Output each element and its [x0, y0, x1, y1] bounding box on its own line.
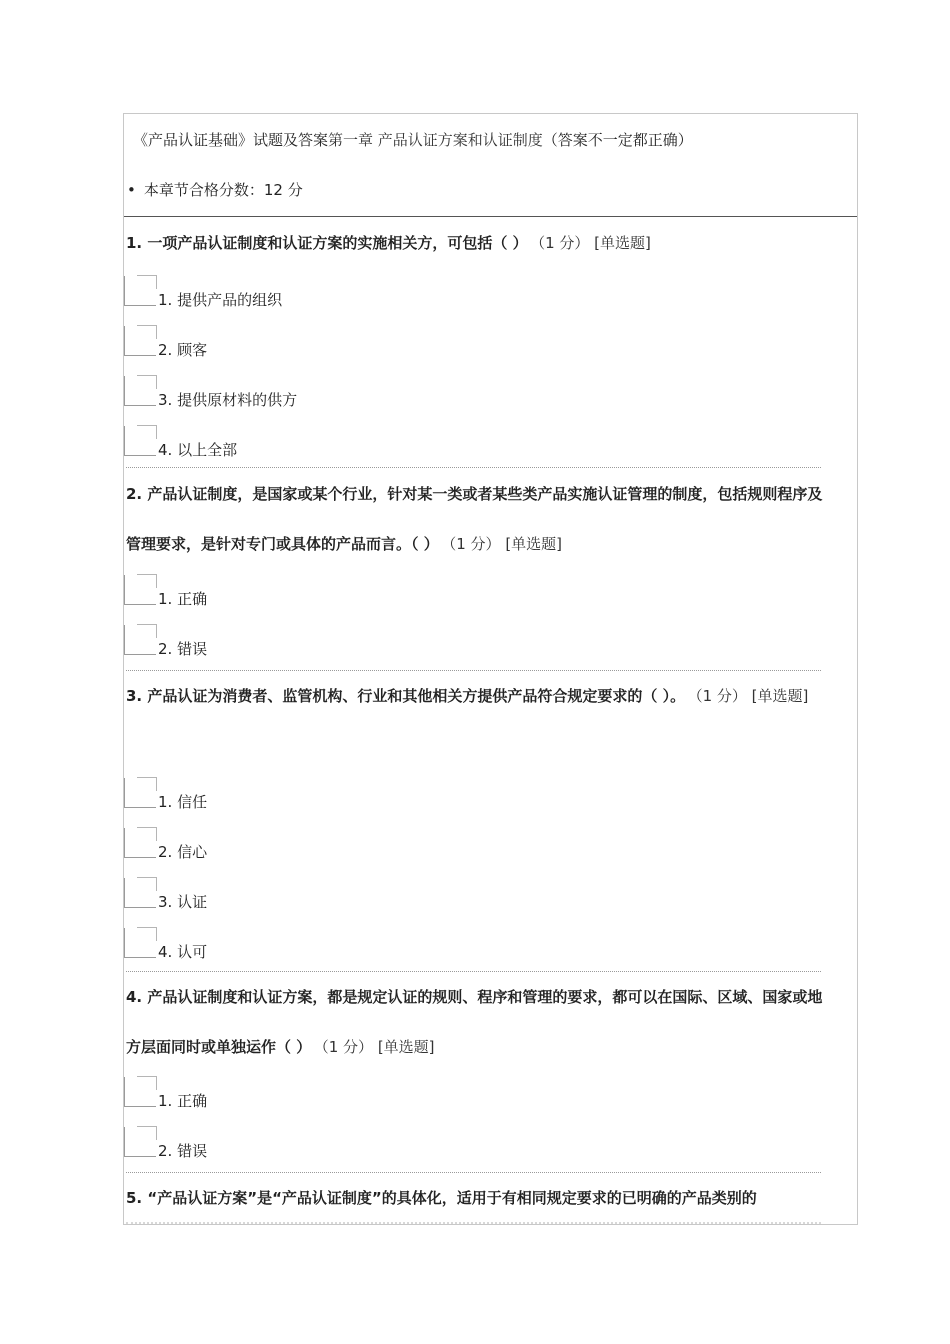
- question-meta: （1 分） [单选题]: [321, 1038, 435, 1056]
- page-title: [133, 130, 693, 150]
- question-stem: [126, 972, 826, 1072]
- question-meta: （1 分） [单选题]: [448, 535, 563, 553]
- question-meta: （1 分） [单选题]: [537, 234, 651, 252]
- question-stem: [126, 1173, 826, 1223]
- option-label: 1. 提供产品的组织: [158, 291, 283, 309]
- option-label: 2. 错误: [158, 1142, 208, 1160]
- question-text: 5. “产品认证方案”是“产品认证制度”的具体化，适用于有相同规定要求的已明确的产品类别的: [126, 1189, 757, 1207]
- question-stem: [126, 469, 826, 569]
- question-text: 3. 产品认证为消费者、监管机构、行业和其他相关方提供产品符合规定要求的（ ）。: [126, 687, 686, 705]
- answer-option[interactable]: [124, 878, 524, 914]
- header-divider: [124, 216, 857, 217]
- pass-score-text: 本章节合格分数：12 分: [143, 181, 303, 199]
- option-label: 1. 正确: [158, 590, 208, 608]
- answer-option[interactable]: [124, 575, 524, 611]
- option-label: 2. 顾客: [158, 341, 208, 359]
- question-text: 4. 产品认证制度和认证方案，都是规定认证的规则、程序和管理的要求，都可以在国际、区域、国家或地方层面同时或单独运作（ ）: [126, 988, 823, 1056]
- exam-document: [123, 113, 858, 1225]
- checkbox[interactable]: [124, 376, 156, 406]
- answer-option[interactable]: [124, 326, 524, 362]
- answer-option[interactable]: [124, 276, 524, 312]
- checkbox[interactable]: [124, 625, 156, 655]
- title-chapter: 第一章 产品认证方案和认证制度: [328, 131, 543, 149]
- question-meta: （1 分） [单选题]: [695, 687, 809, 705]
- bullet-icon: •: [127, 181, 136, 199]
- checkbox[interactable]: [124, 928, 156, 958]
- checkbox[interactable]: [124, 1077, 156, 1107]
- answer-option[interactable]: [124, 376, 524, 412]
- option-label: 1. 正确: [158, 1092, 208, 1110]
- checkbox[interactable]: [124, 276, 156, 306]
- answer-option[interactable]: [124, 1127, 524, 1163]
- question-text: 2. 产品认证制度，是国家或某个行业，针对某一类或者某些类产品实施认证管理的制度，包括规则程序及管理要求，是针对专门或具体的产品而言。（ ）: [126, 485, 823, 553]
- answer-option[interactable]: [124, 778, 524, 814]
- option-label: 3. 认证: [158, 893, 208, 911]
- option-label: 2. 错误: [158, 640, 208, 658]
- question-text: 1. 一项产品认证制度和认证方案的实施相关方，可包括（ ）: [126, 234, 528, 252]
- answer-option[interactable]: [124, 625, 524, 661]
- checkbox[interactable]: [124, 828, 156, 858]
- checkbox[interactable]: [124, 778, 156, 808]
- answer-option[interactable]: [124, 928, 524, 964]
- checkbox[interactable]: [124, 878, 156, 908]
- option-label: 4. 以上全部: [158, 441, 238, 459]
- option-label: 3. 提供原材料的供方: [158, 391, 298, 409]
- answer-option[interactable]: [124, 1077, 524, 1113]
- pass-score: [127, 180, 303, 200]
- question-stem: [126, 218, 826, 268]
- question-divider: [126, 467, 821, 468]
- answer-option[interactable]: [124, 828, 524, 864]
- option-label: 2. 信心: [158, 843, 208, 861]
- checkbox[interactable]: [124, 575, 156, 605]
- checkbox[interactable]: [124, 326, 156, 356]
- checkbox[interactable]: [124, 1127, 156, 1157]
- page-bottom-edge: [126, 1222, 821, 1225]
- question-stem: [126, 671, 826, 721]
- title-note: （答案不一定都正确）: [542, 131, 693, 149]
- checkbox[interactable]: [124, 426, 156, 456]
- option-label: 4. 认可: [158, 943, 208, 961]
- option-label: 1. 信任: [158, 793, 208, 811]
- answer-option[interactable]: [124, 426, 524, 462]
- title-main: 《产品认证基础》试题及答案: [133, 131, 329, 149]
